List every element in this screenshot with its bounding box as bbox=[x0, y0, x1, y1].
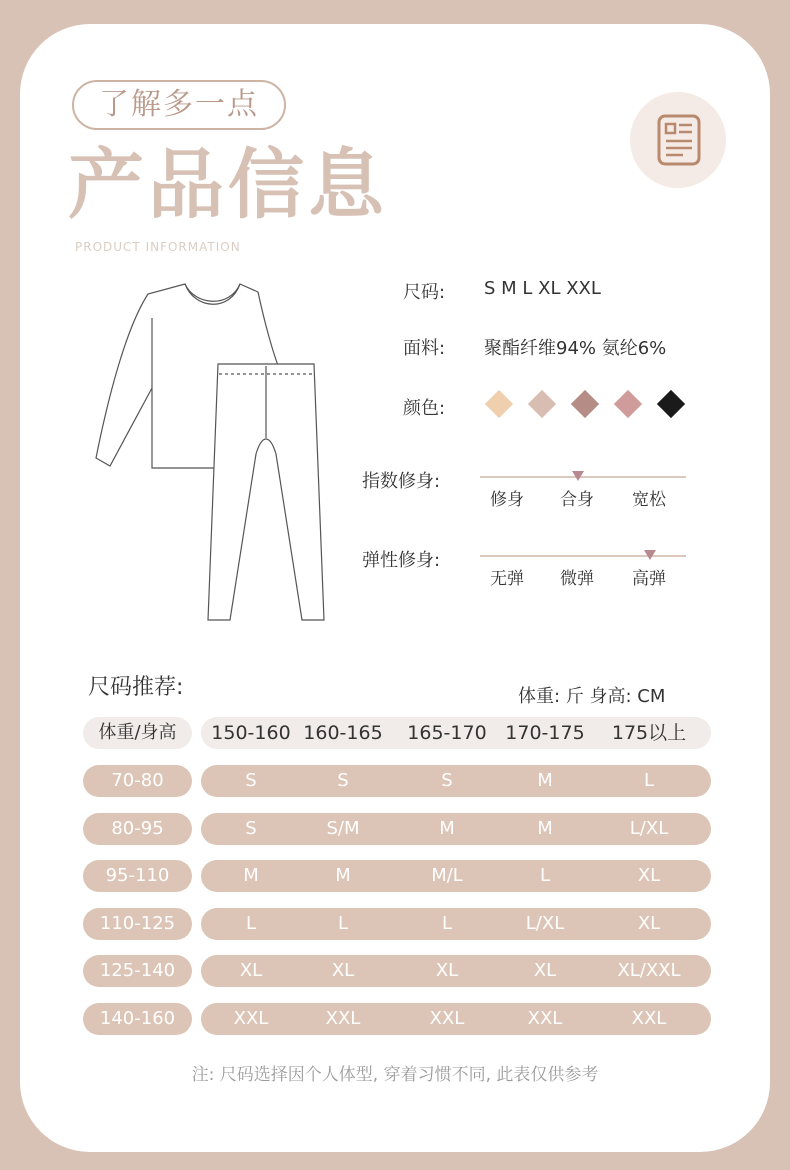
page-title: 产品信息 bbox=[68, 140, 388, 229]
size-cell: XL bbox=[533, 960, 557, 981]
row-body bbox=[201, 908, 711, 940]
fabric-value: 聚酯纤维94% 氨纶6% bbox=[484, 338, 667, 359]
weight-cell: 95-110 bbox=[83, 860, 192, 892]
size-cell: M bbox=[537, 817, 553, 839]
size-cell: L bbox=[539, 865, 551, 886]
document-badge bbox=[630, 92, 726, 188]
size-cell: L bbox=[643, 770, 655, 791]
size-cell: XL bbox=[637, 865, 661, 886]
size-cell: XXL bbox=[527, 1007, 563, 1029]
fit-scale-marker bbox=[572, 471, 584, 481]
size-cell: XL bbox=[331, 960, 355, 981]
size-cell: XL bbox=[435, 960, 459, 981]
size-cell: L bbox=[441, 912, 453, 934]
size-cell: M/L bbox=[431, 865, 463, 886]
weight-cell: 125-140 bbox=[83, 955, 192, 987]
height-header-cell: 175以上 bbox=[611, 722, 687, 744]
thermal-set-illustration bbox=[90, 278, 340, 628]
size-recommend-title: 尺码推荐: bbox=[88, 675, 184, 700]
size-cell: L bbox=[245, 912, 257, 934]
size-cell: S/M bbox=[326, 817, 360, 839]
page-subtitle: PRODUCT INFORMATION bbox=[75, 240, 241, 254]
long-pants-drawing bbox=[208, 364, 324, 620]
fit-label: 指数修身: bbox=[362, 471, 441, 492]
size-cell: M bbox=[439, 817, 455, 839]
size-cell: XL/XXL bbox=[617, 960, 681, 981]
size-value: S M L XL XXL bbox=[484, 278, 601, 299]
elastic-label: 弹性修身: bbox=[362, 550, 441, 571]
color-label: 颜色: bbox=[403, 398, 446, 419]
document-icon bbox=[657, 114, 701, 166]
footer-note: 注: 尺码选择因个人体型, 穿着习惯不同, 此表仅供参考 bbox=[191, 1065, 599, 1085]
size-label: 尺码: bbox=[403, 282, 446, 303]
size-cell: L/XL bbox=[629, 817, 669, 839]
size-cell: XXL bbox=[325, 1007, 361, 1029]
row-body bbox=[201, 1003, 711, 1035]
row-body bbox=[201, 955, 711, 987]
height-header-cell: 170-175 bbox=[505, 722, 585, 744]
size-cell: XL bbox=[239, 960, 263, 981]
elastic-option-2: 微弹 bbox=[560, 569, 594, 589]
fit-option-3: 宽松 bbox=[632, 490, 666, 510]
elastic-scale-marker bbox=[644, 550, 656, 560]
size-cell: XXL bbox=[429, 1007, 465, 1029]
elastic-option-1: 无弹 bbox=[490, 569, 524, 589]
fit-option-1: 修身 bbox=[490, 490, 524, 510]
size-cell: L/XL bbox=[525, 912, 565, 934]
size-cell: M bbox=[335, 865, 351, 886]
size-cell: M bbox=[243, 865, 259, 886]
elastic-option-3: 高弹 bbox=[632, 569, 666, 589]
size-cell: S bbox=[441, 770, 453, 791]
row-body bbox=[201, 765, 711, 797]
size-cell: XL bbox=[637, 912, 661, 934]
size-cell: S bbox=[337, 770, 349, 791]
row-body bbox=[201, 813, 711, 845]
height-header-cell: 165-170 bbox=[407, 722, 487, 744]
row-body bbox=[201, 860, 711, 892]
fit-option-2: 合身 bbox=[560, 490, 594, 510]
height-header-cell: 160-165 bbox=[303, 722, 383, 744]
row-body bbox=[201, 717, 711, 749]
weight-cell: 80-95 bbox=[83, 813, 192, 845]
pill-title: 了解多一点 bbox=[72, 80, 286, 130]
size-cell: XXL bbox=[233, 1007, 269, 1029]
size-cell: S bbox=[245, 770, 257, 791]
size-cell: S bbox=[245, 817, 257, 839]
size-cell: L bbox=[337, 912, 349, 934]
fabric-label: 面料: bbox=[403, 338, 446, 359]
height-header-cell: 150-160 bbox=[211, 722, 291, 744]
weight-cell: 70-80 bbox=[83, 765, 192, 797]
table-corner-cell: 体重/身高 bbox=[83, 717, 192, 749]
size-cell: XXL bbox=[631, 1007, 667, 1029]
unit-note: 体重: 斤 身高: CM bbox=[518, 686, 666, 707]
weight-cell: 110-125 bbox=[83, 908, 192, 940]
size-cell: M bbox=[537, 770, 553, 791]
weight-cell: 140-160 bbox=[83, 1003, 192, 1035]
